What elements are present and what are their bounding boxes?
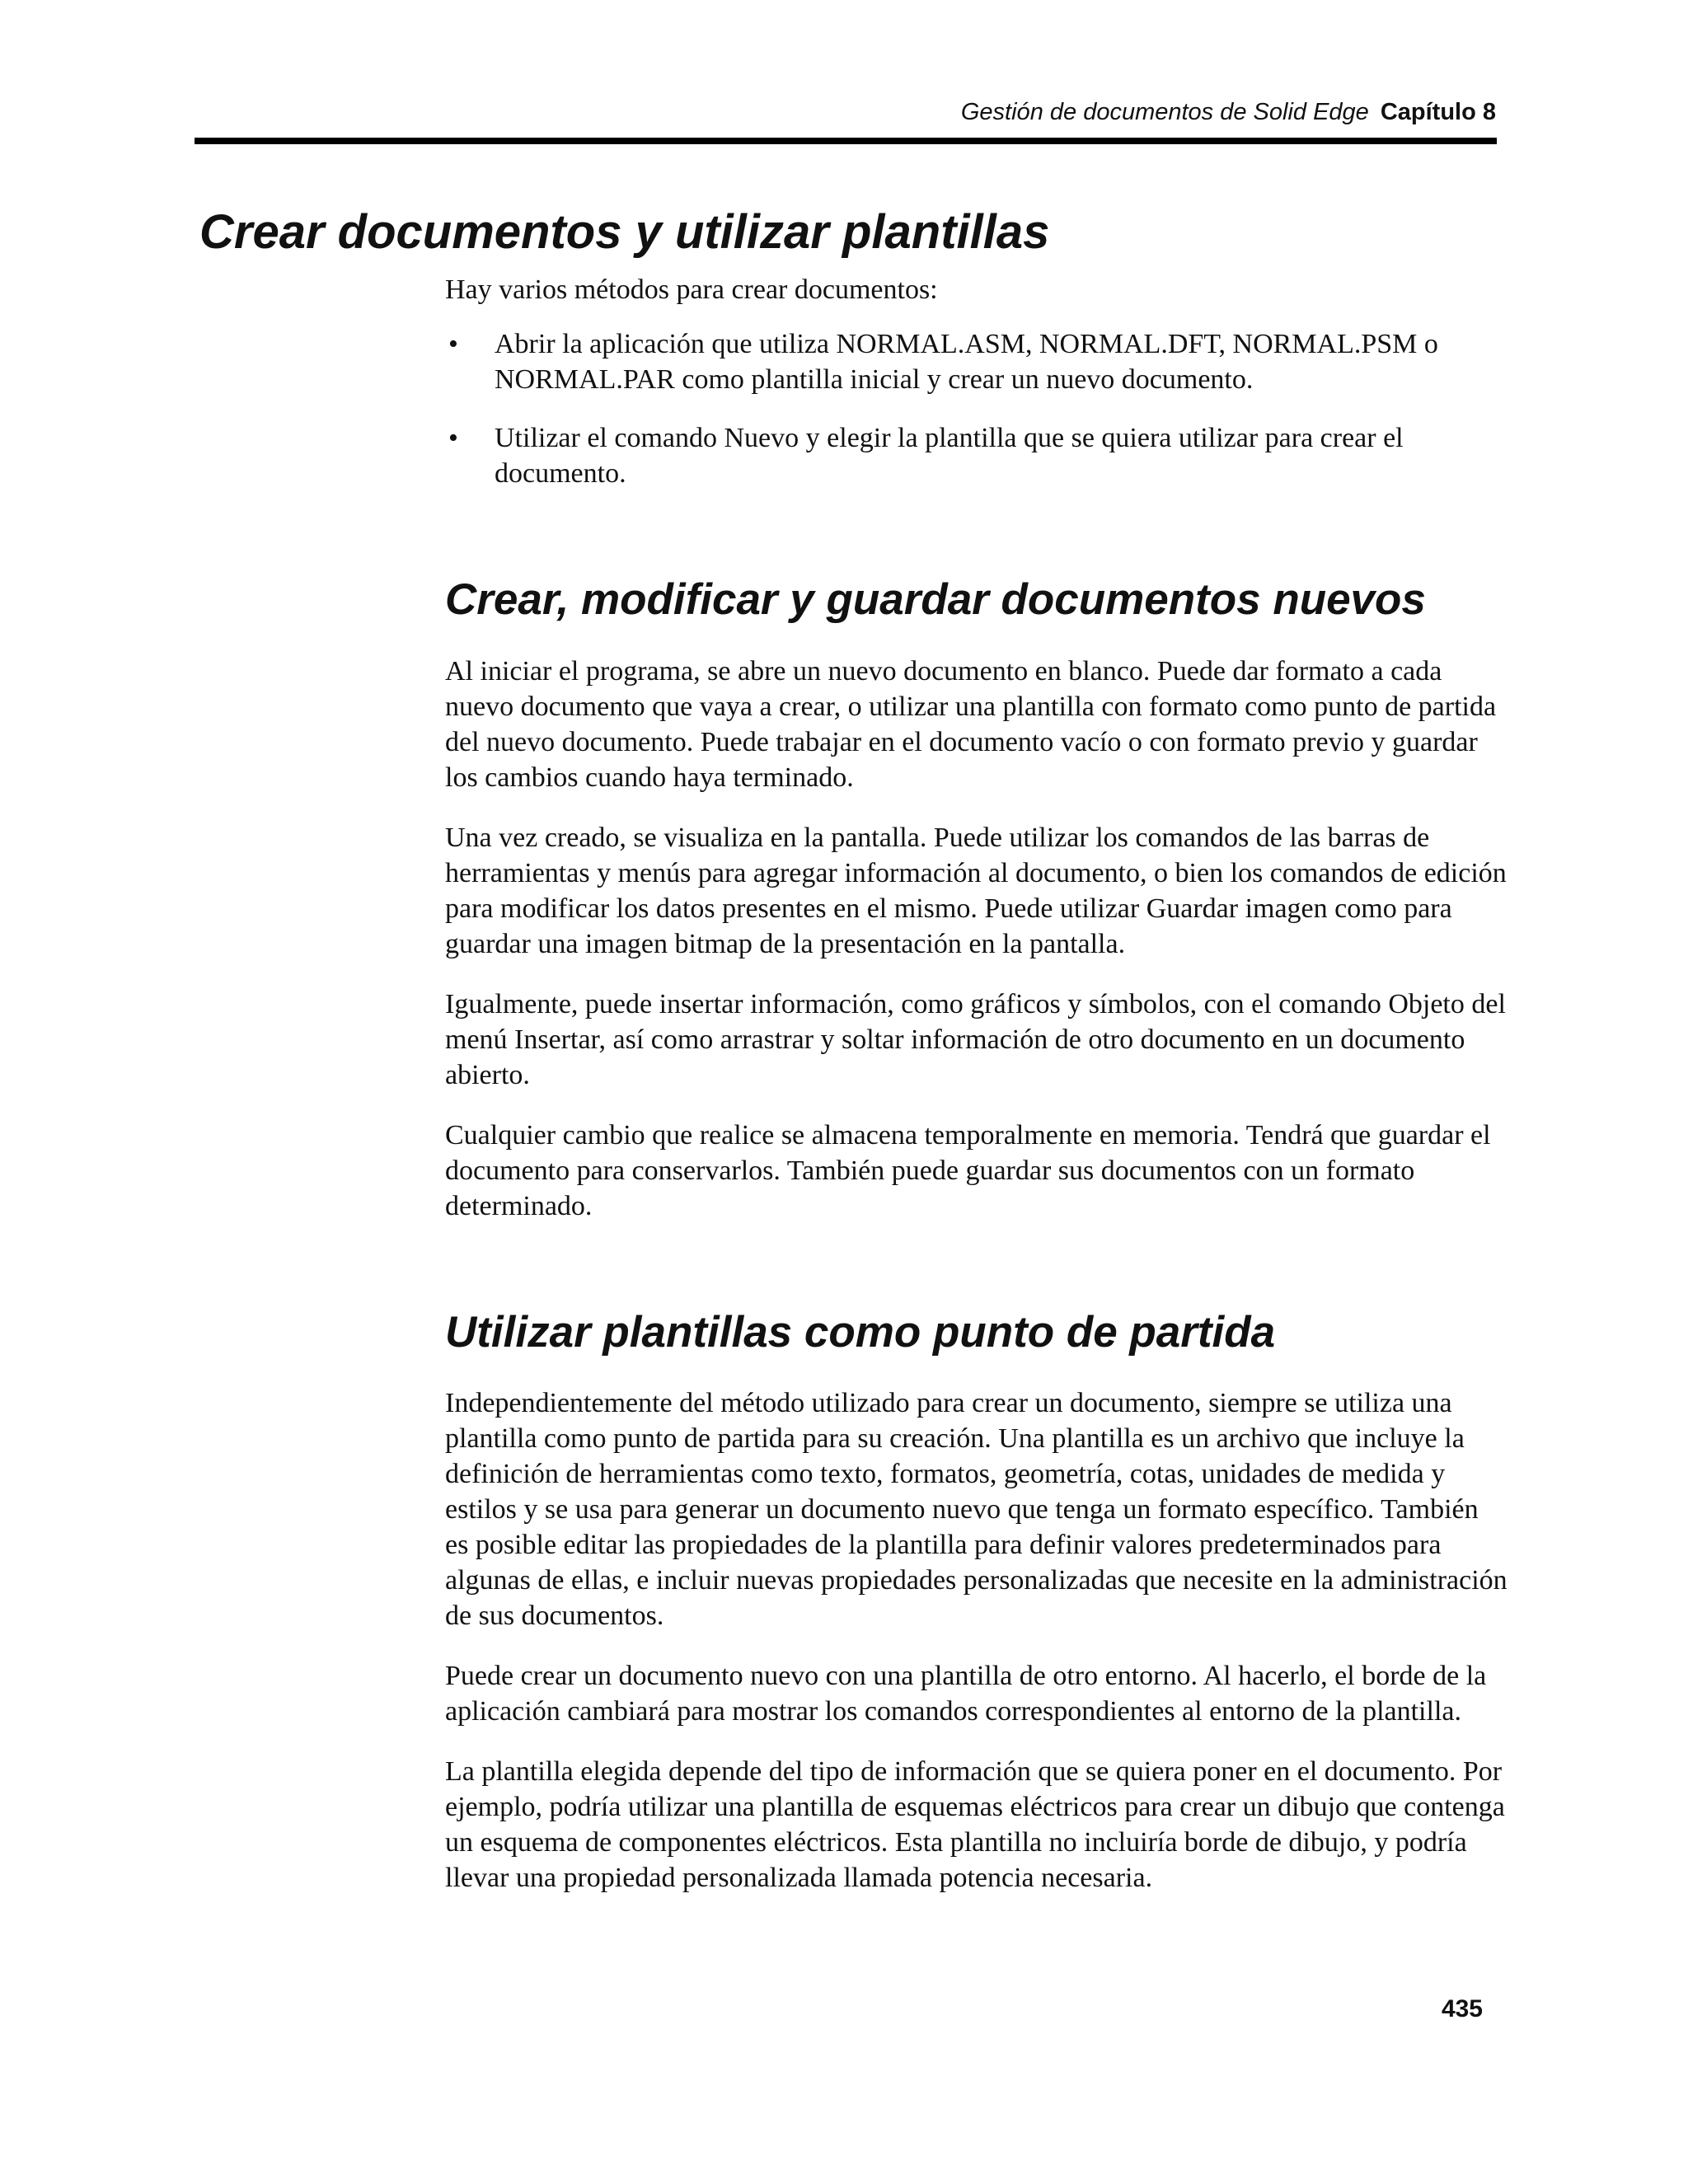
body-paragraph: Igualmente, puede insertar información, como gráficos y símbolos, con el comando Objeto del menú Insertar, así como arrastrar y soltar información de otro documento en un documento abierto. <box>445 989 1506 1090</box>
intro-text-block <box>445 272 1508 307</box>
body-paragraph: La plantilla elegida depende del tipo de información que se quiera poner en el documento. Por ejemplo, podría utilizar una plantilla de esquemas eléctricos para crear un dibujo que contenga un esquema de componentes eléctricos. Esta plantilla no incluiría borde de dibujo, y podría llevar una propiedad personalizada llamada potencia necesaria. <box>445 1756 1505 1893</box>
bullet-icon: • <box>448 329 458 359</box>
body-paragraph: Al iniciar el programa, se abre un nuevo documento en blanco. Puede dar formato a cada nuevo documento que vaya a crear, o utilizar una plantilla con formato como punto de partida del nuevo documento. Puede trabajar en el documento vacío o con formato previo y guardar los cambios cuando haya terminado. <box>445 656 1497 793</box>
chapter-title: Crear documentos y utilizar plantillas <box>199 205 1050 259</box>
section-title: Utilizar plantillas como punto de partida <box>445 1308 1276 1357</box>
body-paragraph: Independientemente del método utilizado para crear un documento, siempre se utiliza una plantilla como punto de partida para su creación. Una plantilla es un archivo que incluye la definición de herramientas como texto, formatos, geometría, cotas, unidades de medida y estilos y se usa para generar un documento nuevo que tenga un formato específico. También es posible editar las propiedades de la plantilla para definir valores predeterminados para algunas de ellas, e incluir nuevas propiedades personalizadas que necesite en la administración de sus documentos. <box>445 1388 1507 1631</box>
intro-paragraph: Hay varios métodos para crear documentos: <box>445 274 938 305</box>
bullet-text: Utilizar el comando Nuevo y elegir la plantilla que se quiera utilizar para crear el documento. <box>495 423 1404 489</box>
intro-bullet-list <box>445 326 1508 514</box>
body-paragraph: Una vez creado, se visualiza en la pantalla. Puede utilizar los comandos de las barras de herramientas y menús para agregar información al documento, o bien los comandos de edición para modificar los datos presentes en el mismo. Puede utilizar Guardar imagen como para guardar una imagen bitmap de la presentación en la pantalla. <box>445 823 1507 959</box>
bullet-text: Abrir la aplicación que utiliza NORMAL.ASM, NORMAL.DFT, NORMAL.PSM o NORMAL.PAR como plantilla inicial y crear un nuevo documento. <box>495 329 1438 395</box>
bullet-item <box>445 326 1508 397</box>
page-number: 435 <box>1441 1995 1483 2022</box>
header-chapter-label: Capítulo 8 <box>1380 99 1496 125</box>
header-document-title: Gestión de documentos de Solid Edge <box>960 99 1369 125</box>
running-header <box>198 97 1496 127</box>
section-title: Crear, modificar y guardar documentos nuevos <box>445 575 1426 624</box>
section-body <box>445 1385 1508 1896</box>
bullet-item <box>445 420 1508 491</box>
body-paragraph: Puede crear un documento nuevo con una plantilla de otro entorno. Al hacerlo, el borde de la aplicación cambiará para mostrar los comandos correspondientes al entorno de la plantilla. <box>445 1661 1487 1727</box>
body-paragraph: Cualquier cambio que realice se almacena temporalmente en memoria. Tendrá que guardar el documento para conservarlos. También puede guardar sus documentos con un formato determinado. <box>445 1120 1491 1221</box>
section-body <box>445 654 1508 1224</box>
bullet-icon: • <box>448 423 458 453</box>
header-rule <box>195 138 1497 144</box>
